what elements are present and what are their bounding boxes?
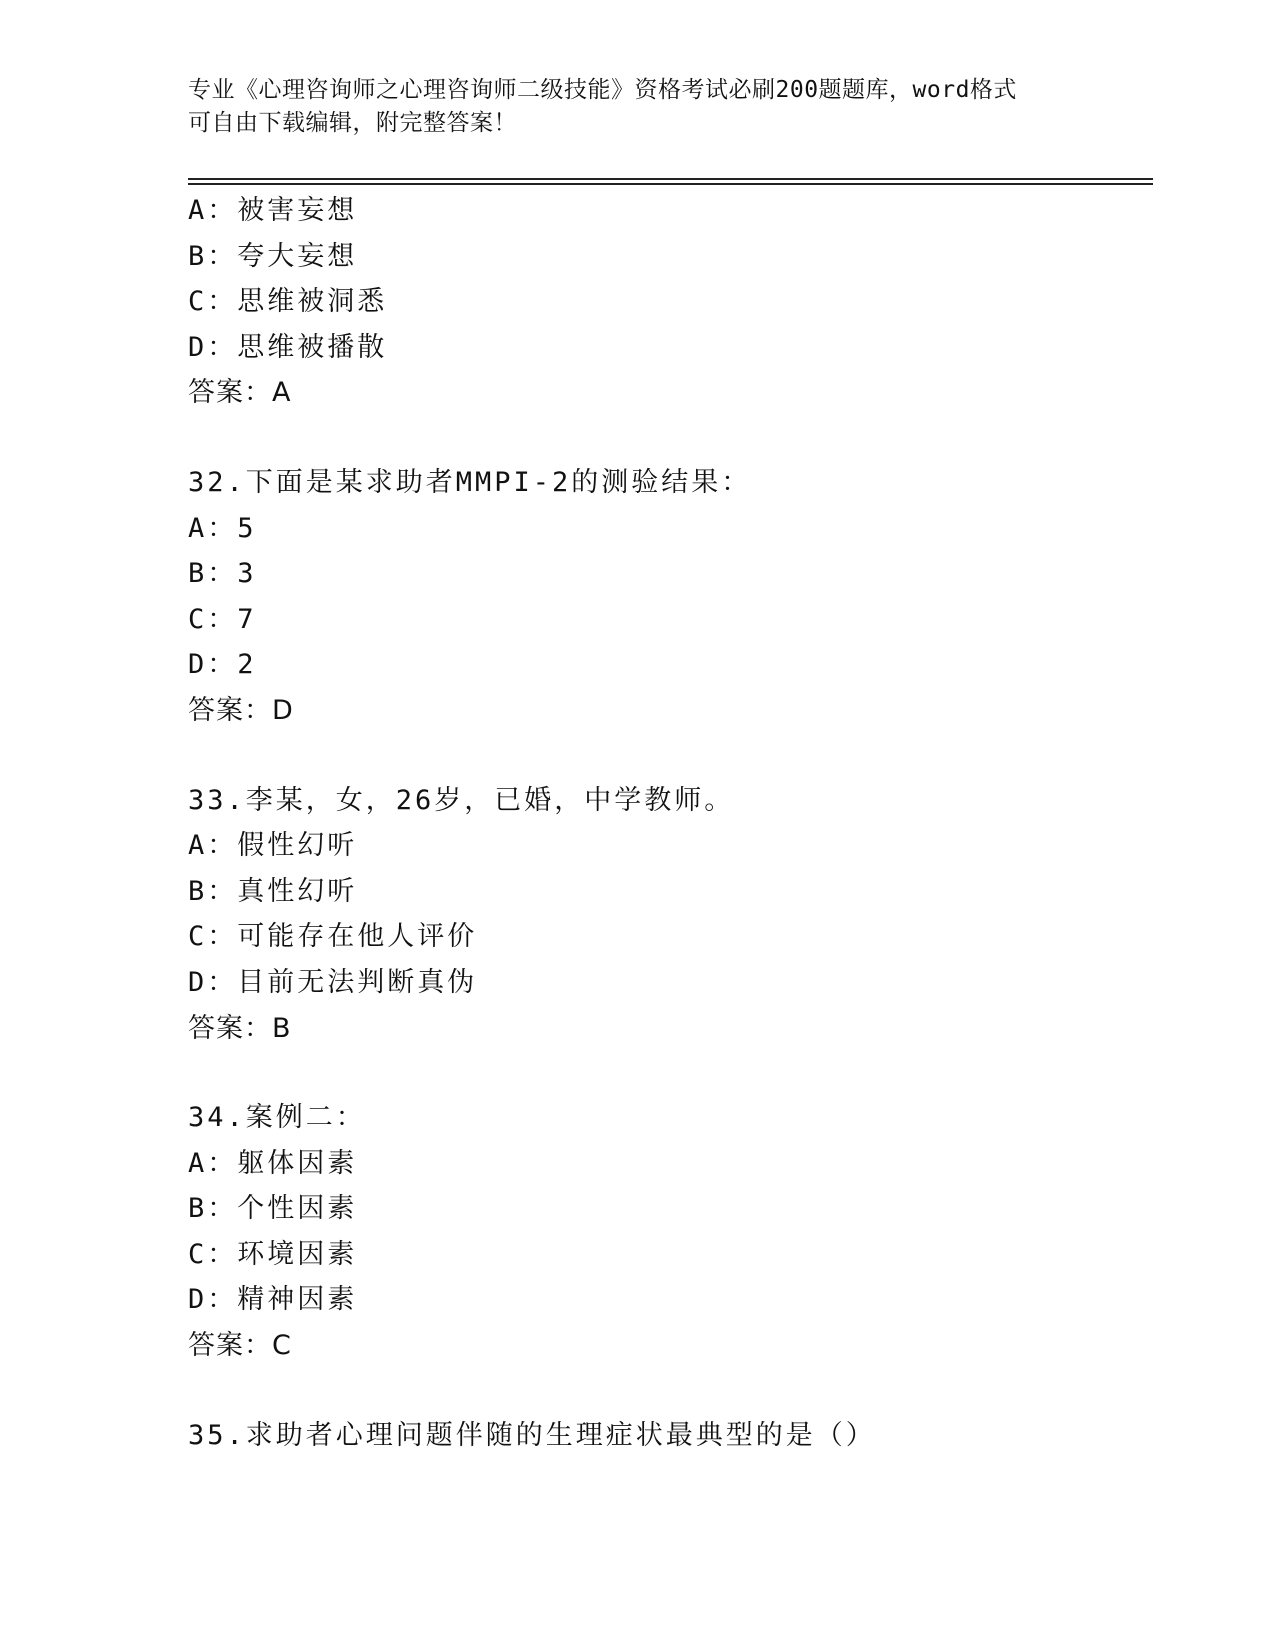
- option-d: D：目前无法判断真伪: [188, 966, 478, 998]
- question-text: 34.案例二：: [188, 1102, 366, 1134]
- option-b: B：3: [188, 558, 257, 590]
- option-a: A：被害妄想: [188, 195, 358, 226]
- question-block-32: [188, 460, 1148, 734]
- question-block-35: [188, 1413, 1148, 1459]
- question-text: 33.李某，女，26岁，已婚，中学教师。: [188, 784, 735, 816]
- header-rule-bottom: [188, 183, 1153, 185]
- option-d: D：2: [188, 649, 257, 681]
- spacer: [188, 416, 1148, 460]
- option-b: B：夸大妄想: [188, 240, 358, 272]
- option-b: B：个性因素: [188, 1193, 358, 1225]
- question-block-34: [188, 1095, 1148, 1369]
- option-c: C：7: [188, 603, 257, 635]
- answer-label: 答案：B: [188, 1012, 292, 1044]
- answer-label: 答案：A: [188, 377, 292, 409]
- option-b: B：真性幻听: [188, 875, 358, 907]
- header-rule-top: [188, 178, 1153, 180]
- option-c: C：思维被洞悉: [188, 286, 388, 318]
- page-header: [188, 74, 1088, 140]
- option-d: D：精神因素: [188, 1284, 358, 1316]
- question-block-33: [188, 778, 1148, 1052]
- spacer: [188, 1051, 1148, 1095]
- option-a: A：5: [188, 512, 257, 544]
- spacer: [188, 734, 1148, 778]
- option-c: C：可能存在他人评价: [188, 921, 478, 953]
- answer-label: 答案：C: [188, 1330, 292, 1362]
- answer-label: 答案：D: [188, 694, 294, 726]
- header-line-1: 专业《心理咨询师之心理咨询师二级技能》资格考试必刷200题题库，word格式: [188, 77, 1017, 103]
- option-a: A：躯体因素: [188, 1147, 358, 1179]
- question-list: [188, 188, 1148, 1458]
- question-text: 32.下面是某求助者MMPI-2的测验结果：: [188, 466, 752, 498]
- header-line-2: 可自由下载编辑，附完整答案！: [188, 110, 517, 136]
- spacer: [188, 1369, 1148, 1413]
- question-text: 35.求助者心理问题伴随的生理症状最典型的是（）: [188, 1419, 876, 1451]
- option-d: D：思维被播散: [188, 331, 388, 363]
- option-c: C：环境因素: [188, 1238, 358, 1270]
- option-a: A：假性幻听: [188, 830, 358, 862]
- question-block-31: [188, 188, 1148, 416]
